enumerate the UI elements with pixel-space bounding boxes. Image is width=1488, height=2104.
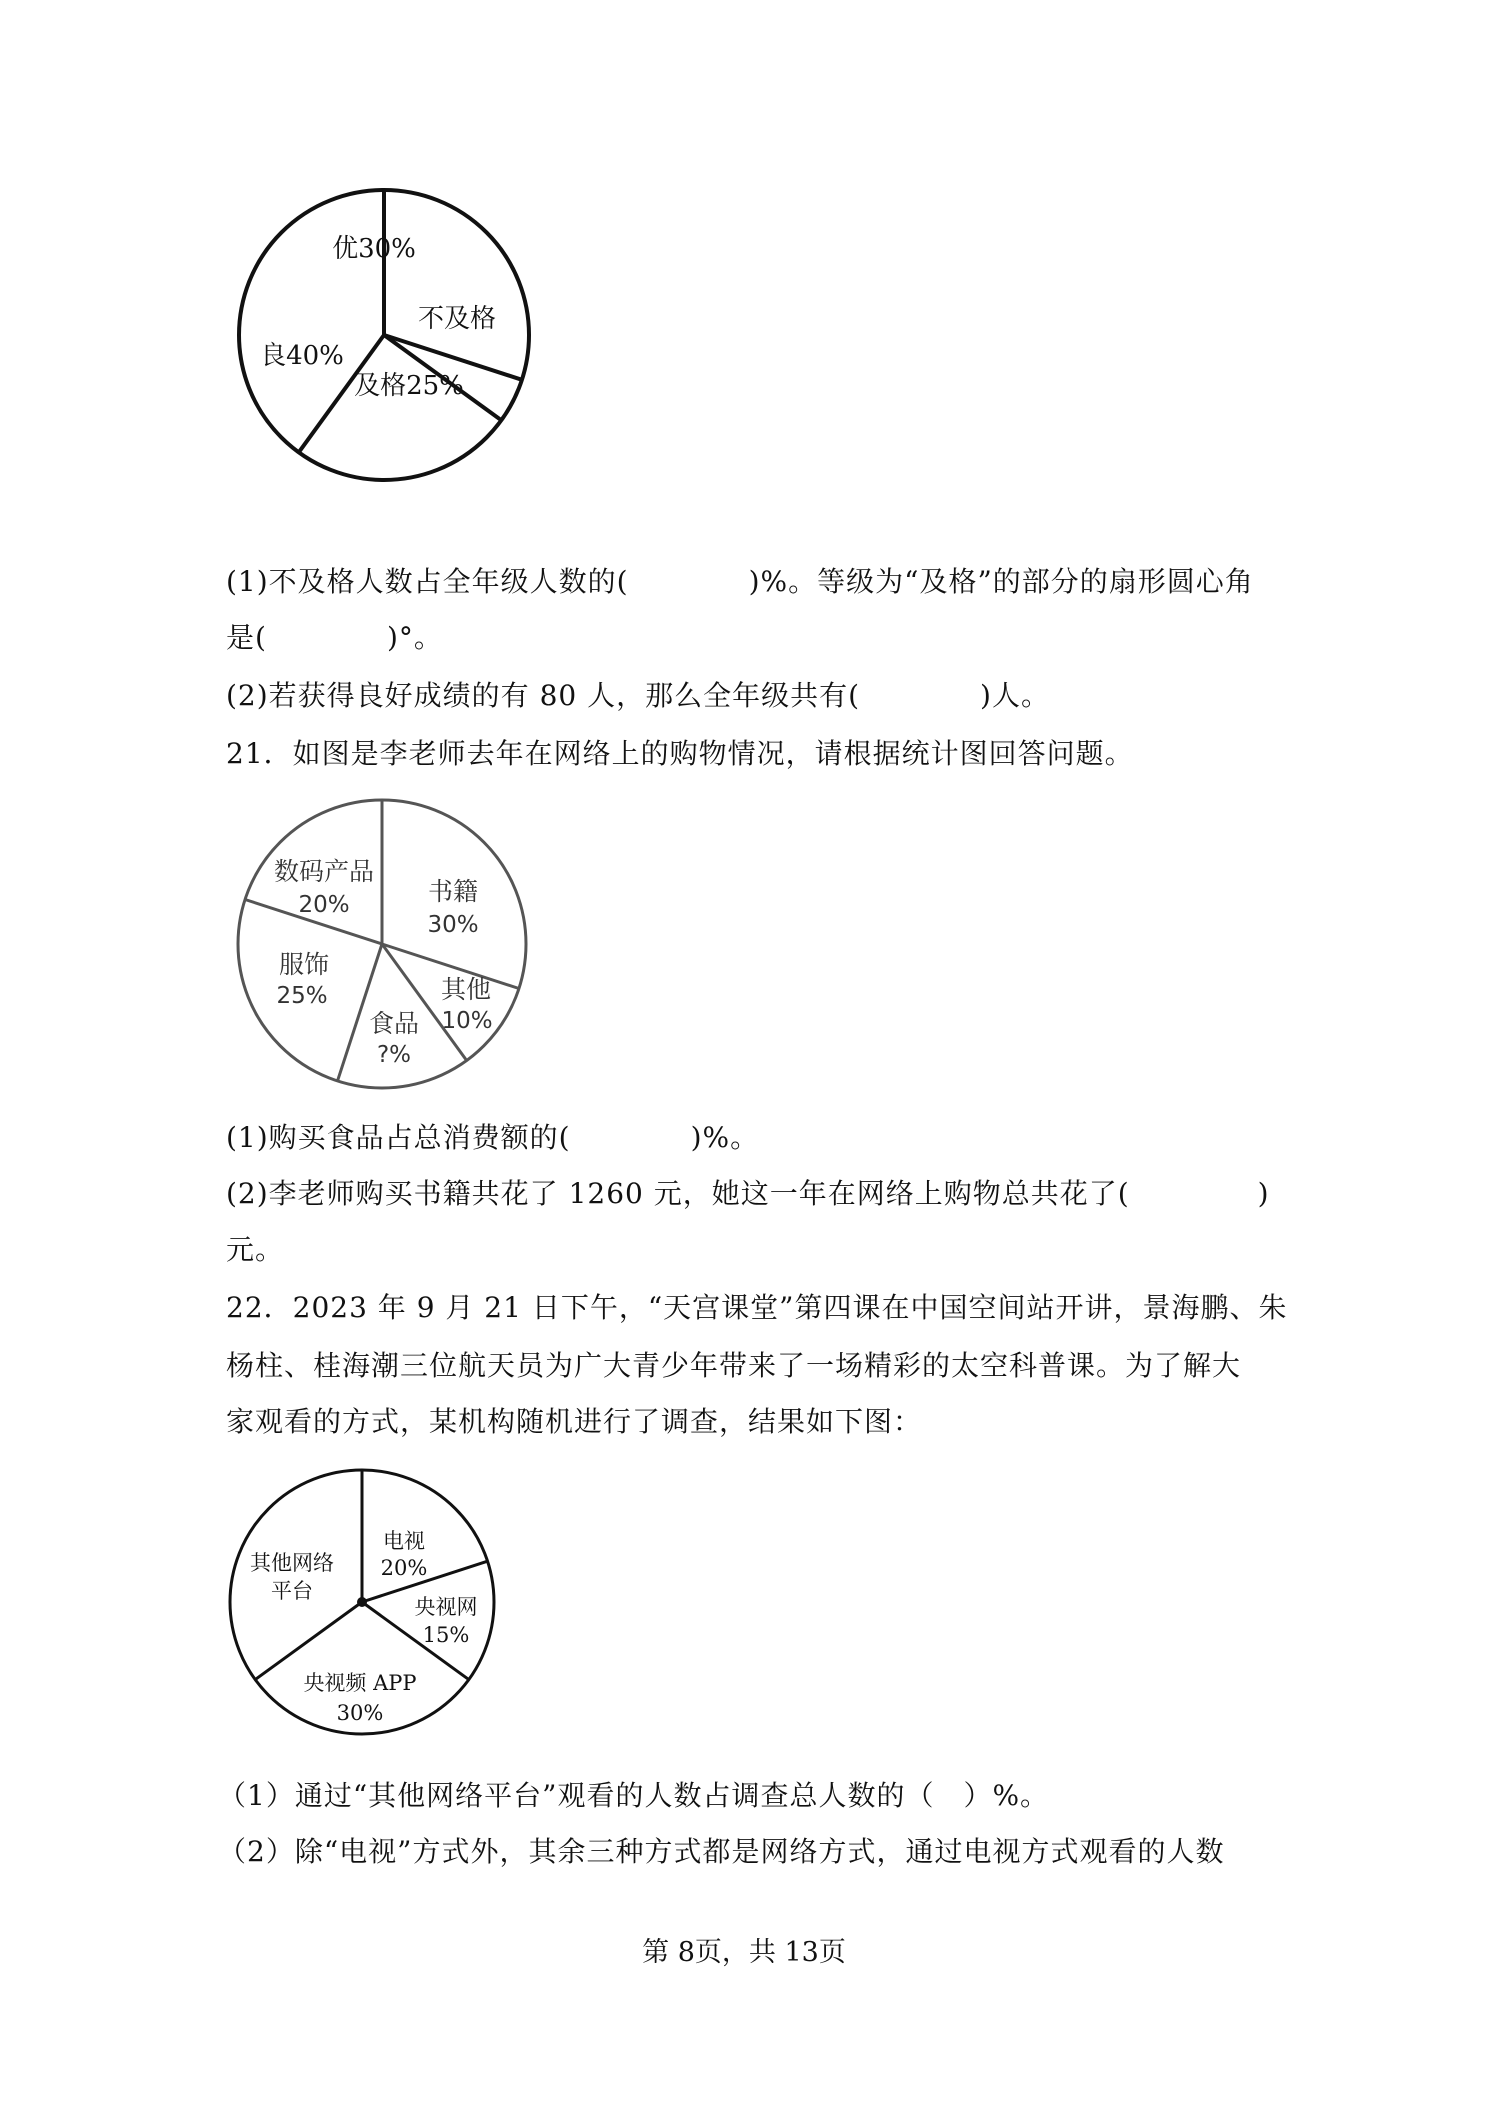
slice-name-qitawangluo-2: 平台	[271, 1579, 313, 1603]
slice-value-fushi: 25%	[276, 983, 328, 1009]
q22-stem-line2: 杨柱、桂海潮三位航天员为广大青少年带来了一场精彩的太空科普课。为了解大	[226, 1349, 1242, 1382]
slice-value-yangshipin: 30%	[336, 1701, 384, 1725]
q22-stem-line3: 家观看的方式，某机构随机进行了调查，结果如下图：	[226, 1405, 923, 1438]
q22-part2: （2）除“电视”方式外，其余三种方式都是网络方式，通过电视方式观看的人数	[218, 1835, 1225, 1868]
q21-stem: 21．如图是李老师去年在网络上的购物情况，请根据统计图回答问题。	[226, 737, 1134, 770]
viewing-method-pie-chart	[228, 1468, 528, 1768]
slice-value-qita: 10%	[441, 1008, 493, 1034]
q20-part1-line2: 是( )°。	[226, 621, 443, 654]
q22-part1: （1）通过“其他网络平台”观看的人数占调查总人数的（ ）%。	[218, 1779, 1050, 1812]
q21-part2: (2)李老师购买书籍共花了 1260 元，她这一年在网络上购物总共花了( )	[226, 1177, 1270, 1210]
slice-value-dianshi: 20%	[380, 1556, 428, 1580]
slice-label-liang: 良40%	[260, 341, 344, 371]
slice-name-qita: 其他	[440, 975, 492, 1004]
slice-name-yangshiwang: 央视网	[414, 1595, 478, 1619]
slice-name-shuji: 书籍	[427, 877, 479, 906]
slice-label-jige: 及格25%	[354, 371, 464, 401]
slice-name-fushi: 服饰	[278, 950, 330, 979]
grade-pie-chart	[234, 192, 534, 492]
q21-part2-unit: 元。	[226, 1233, 285, 1266]
pie-center-dot	[357, 1597, 367, 1607]
q20-part2: (2)若获得良好成绩的有 80 人，那么全年级共有( )人。	[226, 679, 1050, 712]
shopping-pie-chart	[238, 800, 538, 1100]
slice-boundary-其他网络平台	[255, 1602, 362, 1680]
slice-name-yangshipin: 央视频 APP	[303, 1671, 417, 1695]
slice-value-shuma: 20%	[298, 892, 350, 918]
slice-value-yangshiwang: 15%	[422, 1623, 470, 1647]
slice-label-you: 优30%	[332, 234, 416, 264]
page-footer: 第 8页，共 13页	[642, 1937, 846, 1968]
slice-name-shipin: 食品	[368, 1009, 420, 1038]
slice-value-shuji: 30%	[427, 912, 479, 938]
q20-part1-line1: (1)不及格人数占全年级人数的( )%。等级为“及格”的部分的扇形圆心角	[226, 565, 1254, 598]
slice-name-shuma: 数码产品	[273, 857, 375, 886]
slice-value-shipin: ?%	[376, 1042, 412, 1068]
slice-name-qitawangluo-1: 其他网络	[250, 1551, 334, 1575]
slice-name-dianshi: 电视	[383, 1529, 425, 1553]
slice-label-bujige: 不及格	[417, 304, 497, 334]
q21-part1: (1)购买食品占总消费额的( )%。	[226, 1121, 760, 1154]
q22-stem-line1: 22．2023 年 9 月 21 日下午，“天宫课堂”第四课在中国空间站开讲，景海鹏、朱	[226, 1291, 1288, 1324]
